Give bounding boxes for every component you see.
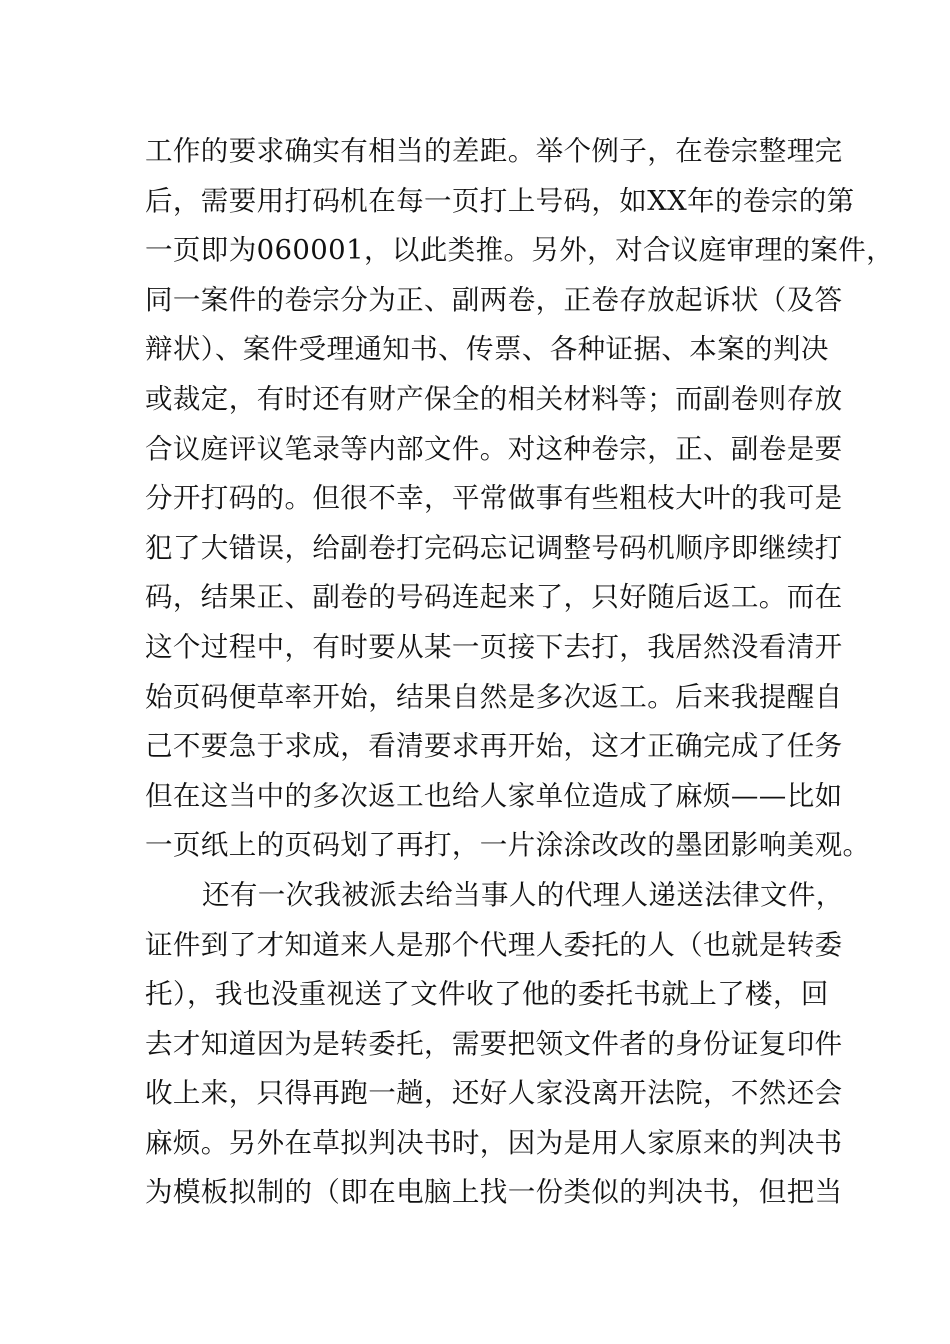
text-line: 同一案件的卷宗分为正、副两卷，正卷存放起诉状（及答 (145, 283, 843, 316)
text-line: 证件到了才知道来人是那个代理人委托的人（也就是转委 (145, 928, 843, 961)
text-line: 为模板拟制的（即在电脑上找一份类似的判决书，但把当 (145, 1176, 843, 1209)
document-body (145, 127, 895, 1218)
paragraph-1 (145, 127, 895, 871)
text-line-indented: 还有一次我被派去给当事人的代理人递送法律文件， (202, 878, 844, 911)
text-line: 工作的要求确实有相当的差距。举个例子，在卷宗整理完 (145, 135, 843, 167)
text-line: 犯了大错误，给副卷打完码忘记调整号码机顺序即继续打 (145, 531, 843, 564)
text-line: 收上来，只得再跑一趟，还好人家没离开法院，不然还会 (145, 1077, 843, 1110)
text-line: 合议庭评议笔录等内部文件。对这种卷宗，正、副卷是要 (145, 432, 843, 465)
text-line: 己不要急于求成，看清要求再开始，这才正确完成了任务 (145, 730, 843, 763)
text-line: 去才知道因为是转委托，需要把领文件者的身份证复印件 (145, 1027, 843, 1060)
text-line: 辩状）、案件受理通知书、传票、各种证据、本案的判决 (145, 333, 829, 366)
paragraph-2 (145, 871, 844, 1218)
text-line: 这个过程中，有时要从某一页接下去打，我居然没看清开 (145, 630, 843, 663)
text-line: 码，结果正、副卷的号码连起来了，只好随后返工。而在 (145, 581, 843, 614)
text-line: 后，需要用打码机在每一页打上号码，如XX年的卷宗的第 (145, 184, 855, 217)
text-line: 始页码便草率开始，结果自然是多次返工。后来我提醒自 (145, 680, 843, 713)
text-line: 但在这当中的多次返工也给人家单位造成了麻烦——比如 (145, 779, 843, 812)
text-line: 托），我也没重视送了文件收了他的委托书就上了楼，回 (145, 978, 829, 1011)
text-line: 分开打码的。但很不幸，平常做事有些粗枝大叶的我可是 (145, 482, 843, 515)
text-line: 一页即为060001，以此类推。另外，对合议庭审理的案件， (145, 234, 895, 267)
text-line: 或裁定，有时还有财产保全的相关材料等；而副卷则存放 (145, 382, 843, 415)
text-line: 麻烦。另外在草拟判决书时，因为是用人家原来的判决书 (145, 1126, 843, 1159)
text-line: 一页纸上的页码划了再打，一片涂涂改改的墨团影响美观。 (145, 829, 871, 862)
